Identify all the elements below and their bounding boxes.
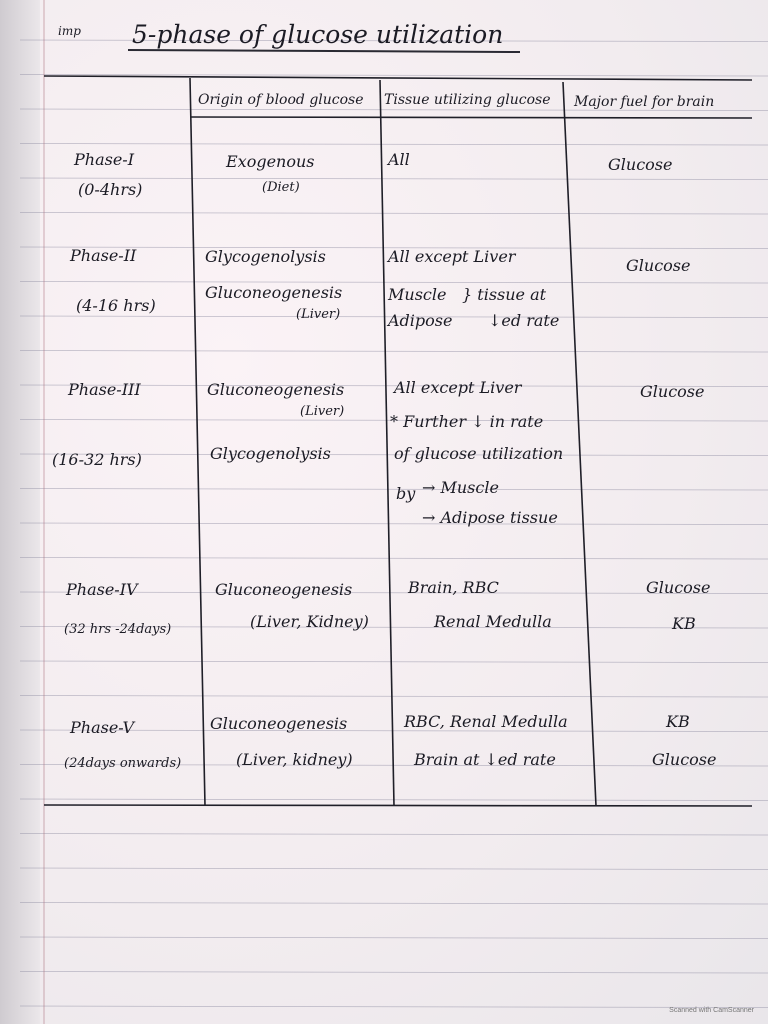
tissue-text: → Muscle: [422, 478, 499, 497]
corner-mark: imp: [58, 24, 81, 38]
origin-text: Exogenous: [226, 152, 315, 171]
fuel-text: Glucose: [608, 155, 673, 174]
origin-text: (Liver, Kidney): [250, 612, 369, 631]
tissue-text: * Further ↓ in rate: [390, 412, 544, 431]
phase-label: Phase-IV: [66, 580, 138, 599]
phase-time: (16-32 hrs): [52, 450, 142, 469]
tissue-text: Renal Medulla: [434, 612, 552, 631]
origin-text: (Liver): [300, 404, 345, 419]
phase-label: Phase-II: [70, 246, 137, 265]
tissue-text: Brain, RBC: [408, 578, 499, 597]
header-tissue: Tissue utilizing glucose: [384, 92, 551, 108]
phase-label: Phase-III: [68, 380, 141, 399]
tissue-text: All except Liver: [394, 378, 522, 397]
phase-time: (0-4hrs): [78, 180, 143, 199]
origin-text: Gluconeogenesis: [210, 714, 348, 733]
page-title: 5-phase of glucose utilization: [132, 20, 504, 49]
tissue-text: } tissue at: [462, 285, 547, 304]
phase-time: (4-16 hrs): [76, 296, 156, 315]
header-origin: Origin of blood glucose: [198, 92, 364, 108]
tissue-text: Adipose: [388, 311, 453, 330]
header-fuel: Major fuel for brain: [574, 94, 715, 110]
tissue-text: All: [388, 150, 410, 169]
origin-text: (Diet): [262, 180, 300, 195]
tissue-text: ↓ed rate: [488, 311, 560, 330]
origin-text: (Liver): [296, 307, 341, 322]
fuel-text: Glucose: [626, 256, 691, 275]
phase-time: (32 hrs -24days): [64, 622, 172, 637]
origin-text: Glycogenolysis: [210, 444, 331, 463]
origin-text: Gluconeogenesis: [215, 580, 353, 599]
tissue-text: All except Liver: [388, 247, 516, 266]
tissue-text: by: [396, 484, 416, 503]
phase-label: Phase-I: [74, 150, 135, 169]
fuel-text: Glucose: [652, 750, 717, 769]
tissue-text: RBC, Renal Medulla: [404, 712, 568, 731]
fuel-text: Glucose: [646, 578, 711, 597]
fuel-text: KB: [672, 614, 696, 633]
phase-time: (24days onwards): [64, 756, 182, 771]
origin-text: Glycogenolysis: [205, 247, 326, 266]
tissue-text: → Adipose tissue: [422, 508, 558, 527]
origin-text: Gluconeogenesis: [205, 283, 343, 302]
scanner-watermark: Scanned with CamScanner: [669, 1007, 754, 1014]
origin-text: (Liver, kidney): [236, 750, 353, 769]
fuel-text: KB: [666, 712, 690, 731]
tissue-text: Brain at ↓ed rate: [414, 750, 556, 769]
tissue-text: Muscle: [388, 285, 447, 304]
phase-label: Phase-V: [70, 718, 135, 737]
tissue-text: of glucose utilization: [394, 444, 564, 463]
origin-text: Gluconeogenesis: [207, 380, 345, 399]
fuel-text: Glucose: [640, 382, 705, 401]
